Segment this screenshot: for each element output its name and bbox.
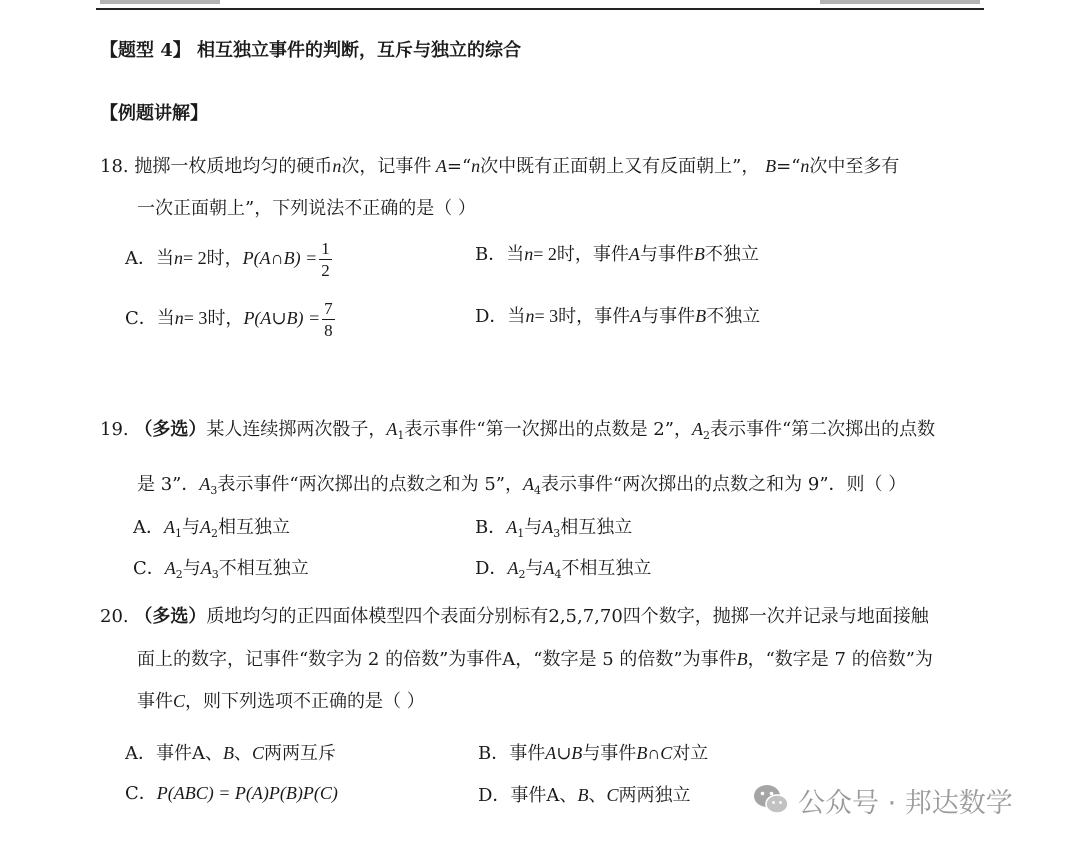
watermark bbox=[752, 780, 1013, 820]
question-18-option-a: A．当n= 2时，P(A∩B) = $\frac{1}{2}$ bbox=[125, 238, 330, 280]
top-cut-text-right bbox=[820, 0, 980, 4]
watermark-text: 公众号 · 邦达数学 bbox=[798, 787, 1013, 819]
question-19-option-a: A．$A_1$与$A_2$相互独立 bbox=[133, 517, 290, 540]
question-18-option-c: C．当n= 3时，P(A∪B) = $\frac{7}{8}$ bbox=[125, 298, 333, 340]
question-20-stem-line1: 20. （多选）质地均匀的正四面体模型四个表面分别标有2,5,7,70四个数字，抛掷一次并记录与地面接触 bbox=[100, 606, 929, 627]
header-rule bbox=[96, 8, 984, 10]
question-20-option-c: C．P(ABC) = P(A)P(B)P(C) bbox=[125, 783, 338, 804]
question-19-stem-line1: 19. （多选）某人连续掷两次骰子，$A_1$表示事件“第一次掷出的点数是 2”，$A_2$表示事件“第二次掷出的点数 bbox=[100, 419, 936, 442]
question-19-option-d: D．$A_2$与$A_4$不相互独立 bbox=[475, 558, 652, 581]
question-20-option-d: D．事件A、B、C两两独立 bbox=[478, 785, 691, 806]
question-20-stem-line2: 面上的数字，记事件“数字为 2 的倍数”为事件A，“数字是 5 的倍数”为事件B，“数字是 7 的倍数”为 bbox=[137, 649, 933, 670]
question-18-stem-line1: 18. 抛掷一枚质地均匀的硬币n次，记事件 A=“n次中既有正面朝上又有反面朝上”， B=“n次中至多有 bbox=[100, 156, 900, 177]
wechat-icon bbox=[752, 783, 790, 817]
question-18-stem-line2: 一次正面朝上”，下列说法不正确的是（ ） bbox=[137, 198, 476, 219]
example-heading: 【例题讲解】 bbox=[100, 103, 208, 124]
question-20-option-b: B．事件A∪B与事件B∩C对立 bbox=[478, 743, 709, 764]
question-18-option-b: B．当n= 2时，事件A与事件B不独立 bbox=[475, 244, 759, 265]
question-20-stem-line3: 事件C，则下列选项不正确的是（ ） bbox=[137, 691, 425, 712]
question-19-option-c: C．$A_2$与$A_3$不相互独立 bbox=[133, 558, 309, 581]
fraction-seven-eighths: $\frac{7}{8}$ bbox=[324, 298, 333, 340]
question-19-option-b: B．$A_1$与$A_3$相互独立 bbox=[475, 517, 633, 540]
fraction-one-half: $\frac{1}{2}$ bbox=[321, 238, 330, 280]
top-cut-text-left bbox=[100, 0, 220, 4]
question-20-option-a: A．事件A、B、C两两互斥 bbox=[125, 743, 337, 764]
section-title: 【题型 4】 相互独立事件的判断，互斥与独立的综合 bbox=[100, 40, 522, 61]
question-19-stem-line2: 是 3”．$A_3$表示事件“两次掷出的点数之和为 5”，$A_4$表示事件“两次掷出的点数之和为 9”．则（ ） bbox=[137, 474, 907, 497]
question-18-option-d: D．当n= 3时，事件A与事件B不独立 bbox=[475, 306, 761, 327]
